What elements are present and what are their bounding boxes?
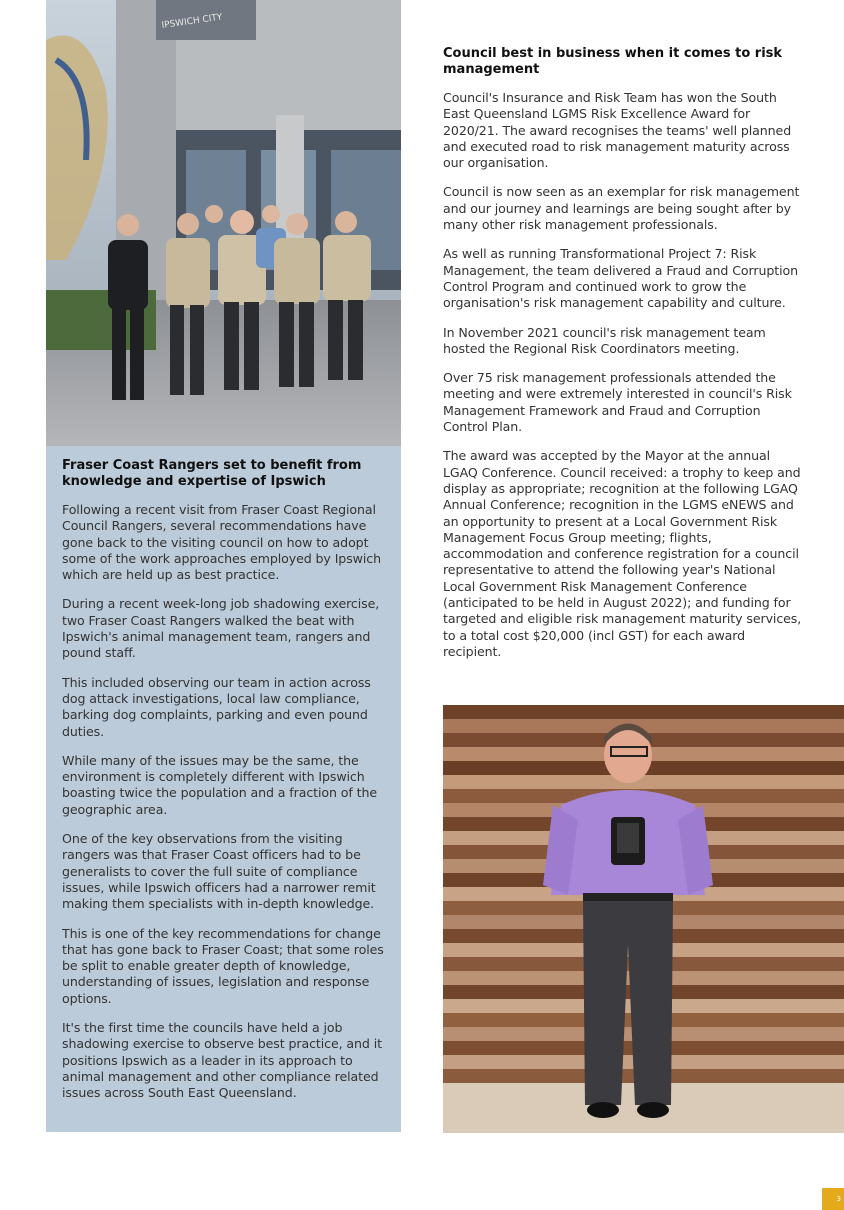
right-paragraph: As well as running Transformational Project 7: Risk Management, the team delivered a Fraud and Corruption Control Program and continued work to grow the organisation's risk management capability and culture. [443,246,798,311]
right-paragraph: Council's Insurance and Risk Team has won the South East Queensland LGMS Risk Excellence Award for 2020/21. The award recognises the teams' well planned and executed road to risk management maturity across our organisation. [443,90,792,171]
right-paragraph: Council is now seen as an exemplar for risk management and our journey and learnings are being sought after by many other risk management professionals. [443,184,800,233]
left-paragraph: One of the key observations from the visiting rangers was that Fraser Coast officers had to be generalists to cover the full suite of compliance issues, while Ipswich officers had a narrower remit making them specialists with in-depth knowledge. [62,831,376,912]
left-paragraph: It's the first time the councils have held a job shadowing exercise to observe best practice, and it positions Ipswich as a leader in its approach to animal management and other compliance related issues across South East Queensland. [62,1020,382,1101]
building-sign: IPSWICH CITY [161,12,224,31]
right-article-heading: Council best in business when it comes to risk management [443,46,783,77]
right-paragraph: Over 75 risk management professionals attended the meeting and were extremely interested in council's Risk Management Framework and Fraud and Corruption Control Plan. [443,370,792,435]
left-paragraph: This is one of the key recommendations for change that has gone back to Fraser Coast; that some roles be split to enable greater depth of knowledge, understanding of issues, legislation and response options. [62,925,384,1006]
left-paragraph: During a recent week-long job shadowing exercise, two Fraser Coast Rangers walked the beat with Ipswich's animal management team, rangers and pound staff. [62,596,380,661]
rangers-group-photo [46,0,401,446]
left-article [62,458,387,1115]
left-paragraph: While many of the issues may be the same, the environment is completely different with Ipswich boasting twice the population and a fraction of the geographic area. [62,752,378,817]
left-paragraph: Following a recent visit from Fraser Coast Regional Council Rangers, several recommendations have gone back to the visiting council on how to adopt some of the work approaches employed by Ipswich which are held up as best practice. [62,502,381,583]
left-article-heading: Fraser Coast Rangers set to benefit from knowledge and expertise of Ipswich [62,458,362,489]
left-paragraph: This included observing our team in action across dog attack investigations, local law compliance, barking dog complaints, parking and even pound duties. [62,674,371,739]
right-article [443,46,803,673]
page-number-badge: 3 [822,1188,844,1210]
right-paragraph: In November 2021 council's risk management team hosted the Regional Risk Coordinators meeting. [443,324,766,356]
mayor-award-photo [443,705,844,1133]
right-paragraph: The award was accepted by the Mayor at the annual LGAQ Conference. Council received: a trophy to keep and display as appropriate; recognition at the following LGAQ Annual Conference; recognition in the LGMS eNEWS and an opportunity to present at a Local Government Risk Management Focus Group meeting; flights, accommodation and conference registration for a council representative to attend the following year's National Local Government Risk Management Conference (anticipated to be held in August 2022); and funding for targeted and eligible risk management maturity services, to a total cost $20,000 (incl GST) for each award recipient. [443,448,802,659]
